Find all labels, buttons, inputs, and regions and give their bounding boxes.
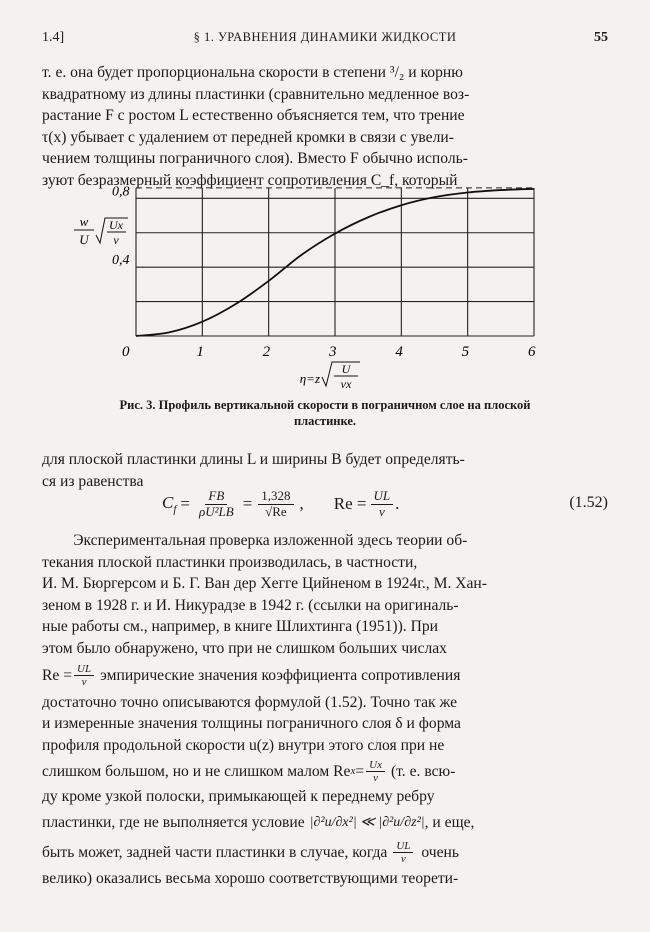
- text-line-rest: , и еще,: [424, 814, 475, 832]
- x-axis-label: [300, 362, 360, 391]
- fraction-fb-den: ρU²LB: [199, 503, 234, 519]
- equation-number: (1.52): [569, 494, 608, 511]
- fraction-1328-num: 1,328: [258, 489, 293, 504]
- inline-fraction-ul: [74, 663, 94, 688]
- text-line-rex: [42, 756, 608, 786]
- text-line: и измеренные значения толщины пограничного слоя δ и форма: [42, 715, 461, 733]
- inline-fraction-ul-num: UL: [74, 663, 94, 676]
- fraction-fb-num: FB: [205, 489, 227, 504]
- x-tick-label: 0: [122, 344, 130, 360]
- re-text: Re =: [42, 666, 73, 684]
- x-tick-label: 3: [329, 344, 337, 360]
- rex-equals: =: [355, 762, 365, 780]
- inline-fraction-ux-num: Ux: [366, 759, 385, 772]
- y-label-sqrt-num: Ux: [109, 218, 123, 232]
- inline-fraction-ul-den: ν: [81, 676, 87, 689]
- x-tick-label: 4: [395, 344, 403, 360]
- text-line: достаточно точно описываются формулой (1.52). Точно так же: [42, 693, 457, 711]
- text-line-ul: [42, 838, 608, 868]
- y-label-num: w: [79, 214, 89, 229]
- x-label-sqrt-num: U: [341, 362, 351, 376]
- running-header: [42, 30, 608, 50]
- figure-caption: Рис. 3. Профиль вертикальной скорости в пограничном слое на плоской пластинке.: [119, 398, 531, 428]
- text-line: квадратному из длины пластинки (сравнительно медленное воз-: [42, 85, 470, 103]
- text-line: этом было обнаружено, что при не слишком больших числах: [42, 639, 447, 657]
- rex-subscript: x: [350, 764, 356, 777]
- cf-letter: C: [162, 492, 174, 512]
- text-line-condition: [42, 808, 608, 838]
- x-label-sqrt-den: νx: [340, 377, 352, 391]
- x-tick-labels: [122, 344, 536, 360]
- y-tick-label: 0,8: [112, 184, 130, 200]
- top-paragraph: [42, 62, 608, 191]
- text-line-rest: эмпирические значения коэффициента сопротивления: [100, 666, 461, 684]
- text-line: растание F с ростом L естественно объясняется тем, что трение: [42, 107, 465, 124]
- text-line-rest: (т. е. всю-: [390, 762, 456, 780]
- inline-fraction-ul-2-den: ν: [400, 853, 406, 866]
- y-axis-label: [74, 214, 128, 247]
- text-line: зеном в 1928 г. и И. Никурадзе в 1942 г. (ссылки на оригиналь-: [42, 596, 459, 614]
- text-line: Экспериментальная проверка изложенной здесь теории об-: [73, 532, 468, 549]
- text-line: велико) оказались весьма хорошо соответствующими теорети-: [42, 869, 459, 887]
- text-line: И. М. Бюргерсом и Б. Г. Ван дер Хегге Цийненом в 1924г., М. Хан-: [42, 575, 487, 593]
- section-number: 1.4]: [42, 30, 65, 45]
- cf-symbol: [162, 493, 176, 515]
- bottom-paragraph: [42, 530, 608, 890]
- velocity-profile-chart: [70, 178, 560, 396]
- x-tick-label: 2: [262, 344, 271, 360]
- y-label-sqrt-den: ν: [113, 233, 119, 247]
- y-label-den: U: [79, 232, 89, 247]
- text-line: чением толщины пограничного слоя). Вместо F обычно исполь-: [42, 150, 468, 167]
- re-symbol: Re =: [333, 494, 367, 513]
- x-label-symbol: η=z: [299, 371, 320, 386]
- text-line: зуют безразмерный коэффициент сопротивления C_f, который: [42, 171, 458, 189]
- cf-subscript: f: [173, 503, 177, 516]
- inline-fraction-ul-2: [393, 840, 413, 865]
- ul-text: быть может, задней части пластинки в случае, когда: [42, 844, 388, 862]
- text-line: т. е. она будет пропорциональна скорости в степени ³/₂ и корню: [42, 64, 463, 81]
- text-line: ду кроме узкой полоски, примыкающей к переднему ребру: [42, 788, 435, 806]
- y-tick-label: 0,4: [112, 253, 130, 269]
- equation-1-52: $C_f$ = $\frac{FB}{\text{ρU²LB}}$ = $\frac{1,328}{√Re}$ , Re = $\frac{UL}{\nu}$ . (1.52): [162, 488, 608, 519]
- text-line-re: [42, 660, 608, 692]
- fraction-1328: [258, 489, 293, 519]
- text-line: текания плоской пластинки производилась, в частности,: [42, 553, 418, 571]
- text-line: профиля продольной скорости u(z) внутри этого слоя при не: [42, 736, 445, 754]
- header-title: § 1. УРАВНЕНИЯ ДИНАМИКИ ЖИДКОСТИ: [193, 30, 457, 44]
- condition-text: пластинки, где не выполняется условие: [42, 814, 305, 832]
- text-line-rest: очень: [421, 844, 459, 862]
- x-tick-label: 5: [461, 344, 470, 360]
- text-line: τ(x) убывает с удалением от передней кромки в связи с увели-: [42, 128, 454, 146]
- text-line: для плоской пластинки длины L и ширины B будет определять-: [42, 451, 465, 468]
- fraction-ul-num: UL: [371, 489, 394, 504]
- text-line: ные работы см., например, в книге Шлихтинга (1951)). При: [42, 618, 438, 636]
- rex-text: слишком большом, но и не слишком малом Re: [42, 762, 351, 780]
- inline-fraction-ux: [366, 759, 385, 784]
- x-tick-label: 6: [528, 344, 536, 360]
- chart-grid: [136, 188, 534, 336]
- fraction-ul: [371, 489, 394, 519]
- page-number: 55: [594, 30, 608, 45]
- fraction-ul-den: ν: [378, 503, 385, 519]
- fraction-1328-den: √Re: [265, 503, 287, 519]
- inline-fraction-ul-2-num: UL: [393, 840, 413, 853]
- text-line: ся из равенства: [42, 472, 144, 490]
- x-tick-label: 1: [196, 344, 204, 360]
- condition-formula: |∂²u/∂x²| ≪ |∂²u/∂z²|: [309, 815, 425, 831]
- fraction-fb: [196, 489, 237, 519]
- inline-fraction-ux-den: ν: [373, 771, 378, 784]
